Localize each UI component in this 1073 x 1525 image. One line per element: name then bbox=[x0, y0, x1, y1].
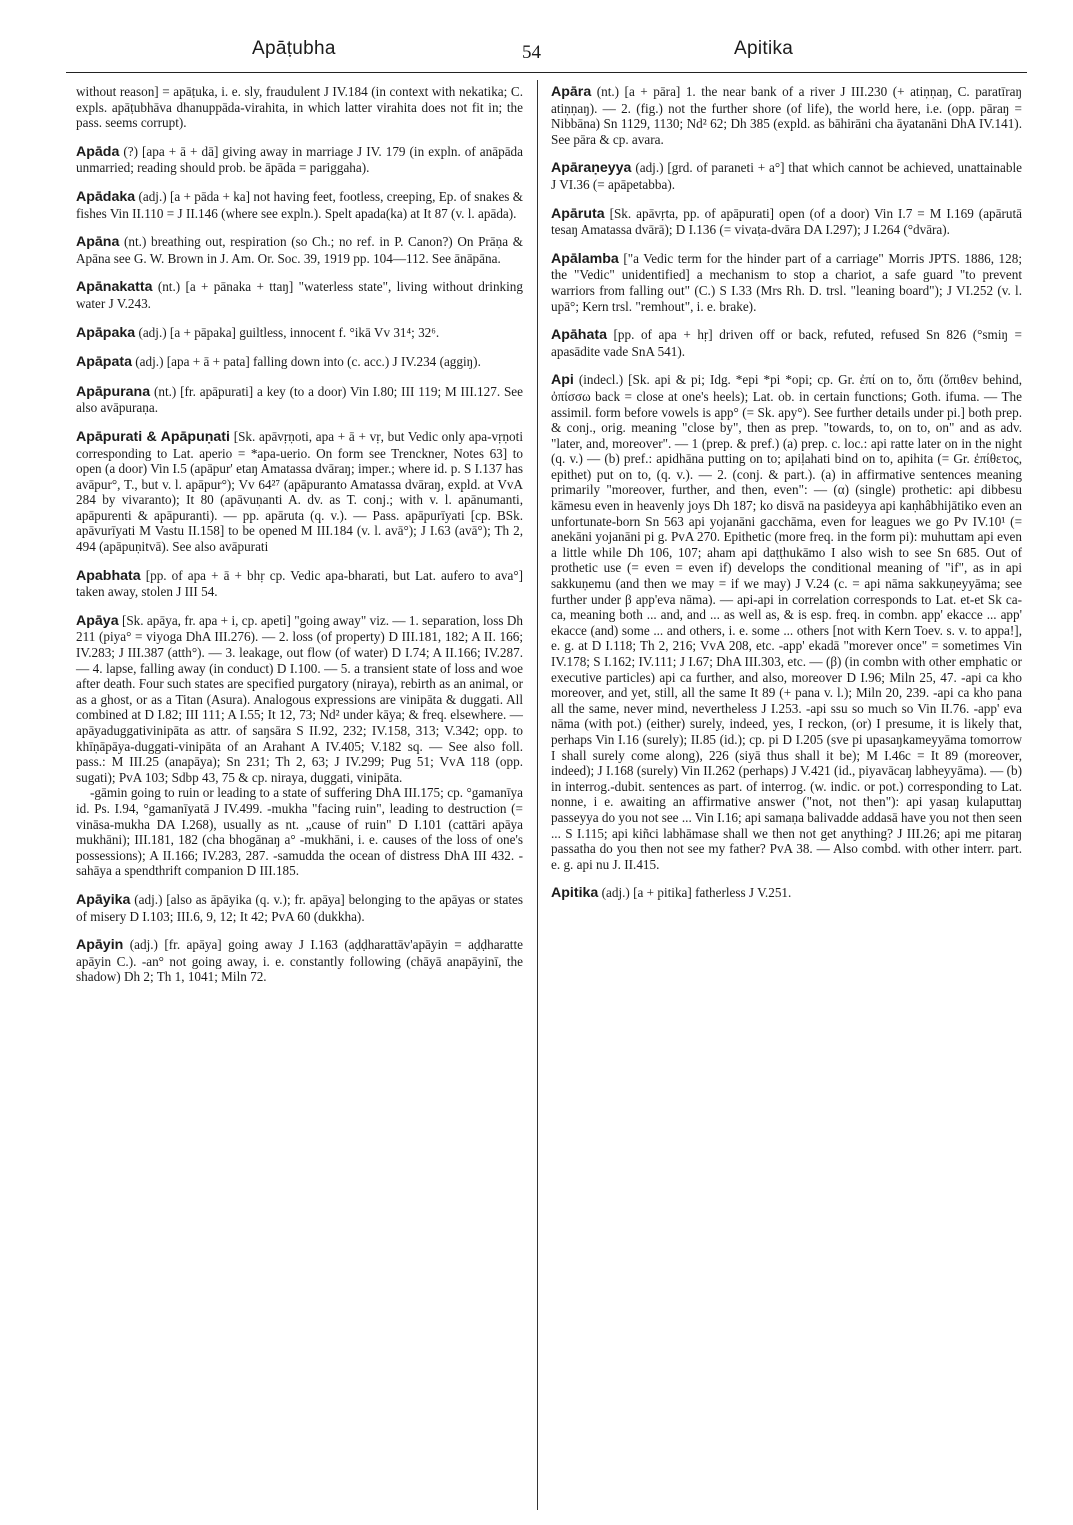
entry-headword: Api bbox=[551, 372, 574, 389]
dictionary-entry bbox=[76, 937, 523, 985]
entry-headword: Apāpurati & Apāpuṇati bbox=[76, 428, 230, 445]
running-header bbox=[0, 36, 1073, 68]
entry-headword: Apāra bbox=[551, 84, 592, 100]
entry-headword: Apāpurana bbox=[76, 383, 151, 400]
entry-headword: Apāpaka bbox=[76, 324, 136, 341]
dictionary-entry bbox=[76, 892, 523, 924]
dictionary-entry bbox=[76, 354, 523, 371]
right-running-headword: Apitika bbox=[734, 38, 794, 59]
entry-body: [pp. of apa + hṛ] driven off or back, refuted, refused Sn 826 (°smiŋ = apasādite vade SnA 541). bbox=[551, 327, 1022, 359]
entry-body: (nt.) [a + pāra] 1. the near bank of a river J III.230 (+ atiṇṇaŋ, C. paratīraŋ atiṇṇaŋ). — 2. (fig.) not the further shore (of life), the world here, i.e. (opp. pāraŋ = Nibbāna) Sn 1129, 1130; Nd² 62; Dh 385 (expld. as bāhirāni cha āyatanāni DhA IV.141). See pāra & cp. avara. bbox=[551, 84, 1022, 147]
entry-compounds: -gāmin going to ruin or leading to a state of suffering DhA III.175; cp. °gamanīya id. Ps. I.94, °gamanīyatā J IV.499. -mukha "facing ruin", leading to destruction (= vināsa-mukha DA I.268), usually as nt. „cause of ruin" D I.101 (cattāri apāya mukhāni); III.181, 182 (cha bhogānaŋ a° -mukhāni, i. e. causes of the loss of one's possessions); A II.166; IV.283, 287. -samudda the ocean of distress DhA III 432. -sahāya a spendthrift companion D III.185. bbox=[76, 785, 523, 879]
dictionary-entry bbox=[551, 372, 1022, 872]
entry-body: (indecl.) [Sk. api & pi; Idg. *epi *pi *opi; cp. Gr. ἐπί on to, ὄπι (ὄπιθεν behind, ὀπίσσω back = close at one's heels); Lat. ob. in certain functions; Goth. ifuma. — The assimil. form before vowels is app° (= Sk. apy°). See further details under pi.] both prep. & conj., orig. meaning "close by", then as prep. "towards, to, on to, on" and as adv. "later, and, moreover". — 1 (prep. & pref.) (a) prep. c. loc.: api ratte later on in the night (q. v.) — (b) pref.: apidhāna putting on to; apiḷahati bind on to, apihita (= Gr. ἐπίθετος, epithet) put on to, (q. v.). — 2. (conj. & part.). (a) in affirmative sentences meaning primarily "moreover, further, and then, even": — (α) (single) prothetic: api dibbesu kāmesu even in heavenly joys Dh 187; ko disvā na pasideyya api kaṇhâbhijātiko even an unfortunate-born Sn 563 api yojanāni gacchāma, even for leagues we go Pv IV.10¹ (= anekāni yojanāni pi g. PvA 270. Epithetic (more freq. in the form pi): muhuttam api even a little while Dh 106, 107; aham api daṭṭhukāmo I also wish to see Sn 685. Out of prothetic use (= even = even if) develops the conditional meaning of "if", as in api sakkuṇemu (and then we may = if we may) J V.24 (c. = api nāma sakkuṇeyyāma; see further under β app'eva nāma). — api-api in correlation corresponds to Lat. et-et Sk ca-ca, meaning both ... and, and ... as well as, & is esp. freq. in combn. app' ekacce ... app' ekacce (and) some ... and others, i. e. some ... others [not with Kern Toev. s. v. to appa!], e. g. at D I.118; Th 2, 216; VvA 208, etc. -app' ekadā "morever once" = sometimes Vin IV.178; S I.162; IV.111; J I.67; DhA III.303, etc. — (β) (in combn with other emphatic or executive particles) api ca further, and also, moreover D I.96; Miln 25, 47. -api ca kho moreover, and yet, still, all the same It 89 (+ pana v. l.); Miln 20, 239. -api ca kho pana all the same, never mind, nevertheless J I.253. -api ssu so much so Vin II.76. -app' eva nāma (with pot.) (either) surely, indeed, yes, I reckon, (or) I presume, it is likely that, perhaps Vin I.16 (surely); II.85 (id.); cp. pi D I.205 (sve pi upasaŋkameyyāma tomorrow I shall surely come along), 226 (siyā thus shall it be); M I.46c = It 89 (moreover, indeed); J I.168 (surely) Vin II.262 (perhaps) J V.421 (id., piyavācaŋ labheyyāma). — (b) in interrog.-dubit. sentences as part. of interrog. (w. indic. or pot.) corresponding to Lat. nonne, i e. awaiting an affirmative answer ("not, not then"): api yasaŋ kulaputtaŋ passeyya do you not see ... Vin I.16; api samaṇa balivadde addasā have you not then seen ... S I.115; api kiñci labhāmase shall we then not get anything? J III.26; api me pitaraŋ passatha do you then not see my father? PvA 38. — Also combd. with other interr. part. e. g. api nu J. II.415. bbox=[551, 372, 1022, 872]
dictionary-entry bbox=[551, 160, 1022, 192]
entry-headword: Apādaka bbox=[76, 188, 136, 205]
entry-headword: Apāna bbox=[76, 234, 120, 251]
column-divider bbox=[537, 80, 538, 1510]
left-running-headword: Apāṭubha bbox=[252, 38, 336, 59]
entry-body: [Sk. apāvṛṇoti, apa + ā + vṛ, but Vedic only apa-vṛṇoti corresponding to Lat. aperio = *apa-uerio. On form see Trenckner, Notes 63] to open (a door) Vin I.5 (apāpur' etaŋ Amatassa dvāraŋ; imper.; where id. p. S I.137 has avāpur°, T., but v. l. apāpur°); Vv 64²⁷ (apāpuranto Amatassa dvāraŋ, expld. at VvA 284 by vivaranto); It 80 (apāvuṇanti A. dv. as T. conj.; with v. l. apānumanti, apāpurenti & apāpuranti). — pp. apāruta (q. v.). — Pass. apāpurīyati [cp. BSk. apāvurīyati M Vastu II.158] to be opened M III.184 (v. l. avā°); J I.63 (avā°); Th 2, 494 (apāpuṇitvā). See also avāpurati bbox=[76, 428, 523, 555]
dictionary-entry bbox=[76, 384, 523, 416]
entry-headword: Apāraṇeyya bbox=[551, 160, 632, 177]
entry-headword: Apāya bbox=[76, 612, 119, 629]
entry-headword: Apānakatta bbox=[76, 279, 153, 296]
entry-headword: Apāda bbox=[76, 143, 120, 160]
entry-body: without reason] = apāṭuka, i. e. sly, fraudulent J IV.184 (in context with nekatika; C. expls. apāṭubhāva dhanuppāda-virahita, in which latter virahita does not fit in; the pass. seems corrupt). bbox=[76, 84, 523, 131]
header-rule bbox=[66, 72, 1027, 73]
entry-body: [Sk. apāvṛta, pp. of apāpurati] open (of a door) Vin I.7 = M I.169 (apārutā tesaŋ Amatassa dvārā); D I.136 (= vivaṭa-dvāra DA I.297); J I.264 (°dvāra). bbox=[551, 205, 1022, 238]
dictionary-entry bbox=[76, 234, 523, 266]
dictionary-entry bbox=[551, 206, 1022, 238]
dictionary-entry bbox=[551, 885, 1022, 902]
entry-body: [Sk. apāya, fr. apa + i, cp. apeti] "going away" viz. — 1. separation, loss Dh 211 (piya° = viyoga DhA III.276). — 2. loss (of property) D III.181, 182; A II. 166; IV.283; J III.387 (atth°). — 3. leakage, out flow (of water) D I.74; A II.166; IV.287. — 4. lapse, falling away (in conduct) D I.100. — 5. a transient state of loss and woe after death. Four such states are specified purgatory (niraya), rebirth as an animal, or as a ghost, or as a Titan (Asura). Analogous expressions are vinipāta & duggati. All combined at D I.82; III 111; A I.55; It 12, 73; Nd² under kāya; & freq. elsewhere. — apāyaduggativinipāta as attr. of saŋsāra S II.92, 232; IV.158, 313; V.342; opp. to khīṇāpāya-duggati-vinipāta of an Arahant A IV.405; V.182 sq. — See also foll. pass.: M III.25 (anapāya); Sn 231; Th 2, 63; J IV.299; Pug 51; VvA 118 (opp. sugati); PvA 103; Sdbp 43, 75 & cp. niraya, duggati, vinipāta. bbox=[76, 612, 524, 785]
entry-body: (adj.) [apa + ā + pata] falling down into (c. acc.) J IV.234 (aggiŋ). bbox=[135, 354, 481, 370]
entry-body: (?) [apa + ā + dā] giving away in marriage J IV. 179 (in expln. of anāpāda unmarried; reading should prob. be āpāda = pariggaha). bbox=[76, 143, 523, 176]
entry-headword: Apāruta bbox=[551, 205, 605, 222]
dictionary-entry bbox=[76, 429, 523, 555]
dictionary-entry bbox=[76, 144, 523, 176]
left-column bbox=[76, 84, 523, 998]
dictionary-entry bbox=[76, 189, 523, 221]
entry-headword: Apitika bbox=[551, 885, 599, 902]
dictionary-entry bbox=[551, 327, 1022, 359]
entry-headword: Apāhata bbox=[551, 327, 607, 344]
dictionary-entry bbox=[76, 325, 523, 342]
dictionary-entry bbox=[76, 568, 523, 600]
entry-body: (nt.) [a + pānaka + ttaŋ] "waterless state", living without drinking water J V.243. bbox=[76, 279, 523, 311]
entry-body: (adj.) [a + pāpaka] guiltless, innocent f. °ikā Vv 31⁴; 32⁶. bbox=[138, 324, 440, 340]
entry-body: (adj.) [a + pitika] fatherless J V.251. bbox=[601, 885, 792, 901]
entry-headword: Apālamba bbox=[551, 250, 619, 267]
entry-body: (nt.) breathing out, respiration (so Ch.; no ref. in P. Canon?) On Prāṇa & Apāna see G. W. Brown in J. Am. Or. Soc. 39, 1919 pp. 104—112. See ānāpāna. bbox=[76, 234, 523, 266]
dictionary-entry bbox=[76, 613, 523, 879]
dictionary-entry bbox=[551, 251, 1022, 314]
entry-body: (adj.) [a + pāda + ka] not having feet, footless, creeping, Ep. of snakes & fishes Vin II.110 = J II.146 (where see expln.). Spelt apada(ka) at It 87 (v. l. apāda). bbox=[76, 188, 523, 221]
entry-headword: Apāpata bbox=[76, 354, 132, 371]
entry-body: (nt.) [fr. apāpurati] a key (to a door) Vin I.80; III 119; M III.127. See also avāpuraṇa. bbox=[76, 383, 523, 416]
right-column bbox=[551, 84, 1022, 915]
entry-body: [pp. of apa + ā + bhṛ cp. Vedic apa-bharati, but Lat. aufero to ava°] taken away, stolen J III 54. bbox=[76, 567, 523, 600]
page-number: 54 bbox=[522, 42, 541, 63]
entry-body: ["a Vedic term for the hinder part of a carriage" Morris JPTS. 1886, 128; the "Vedic" unidentified] a mechanism to stop a chariot, a safe guard "to prevent warriors from falling out" (C.) S I.33 (Mrs Rh. D. trsl. "leaning board"); J VI.252 (v. l. upā°; Kern trsl. "remhout", i. e. brake). bbox=[551, 250, 1023, 314]
dictionary-entry bbox=[76, 84, 523, 131]
entry-body: (adj.) [also as āpāyika (q. v.); fr. apāya] belonging to the apāyas or states of misery D I.103; III.6, 9, 12; It 42; PvA 60 (dukkha). bbox=[76, 891, 524, 924]
dictionary-entry bbox=[76, 279, 523, 311]
entry-headword: Apabhata bbox=[76, 567, 141, 584]
entry-headword: Apāyin bbox=[76, 937, 124, 954]
dictionary-entry bbox=[551, 84, 1022, 147]
entry-body: (adj.) [grd. of paraneti + a°] that which cannot be achieved, unattainable J VI.36 (= apāpetabba). bbox=[551, 160, 1022, 192]
entry-headword: Apāyika bbox=[76, 891, 131, 908]
entry-body: (adj.) [fr. apāya] going away J I.163 (aḍḍharattāv'apāyin = aḍḍharatte apāyin C.). -an° not going away, i. e. constantly following (chāyā anapāyinī, the shadow) Dh 2; Th 1, 1041; Miln 72. bbox=[76, 937, 523, 985]
